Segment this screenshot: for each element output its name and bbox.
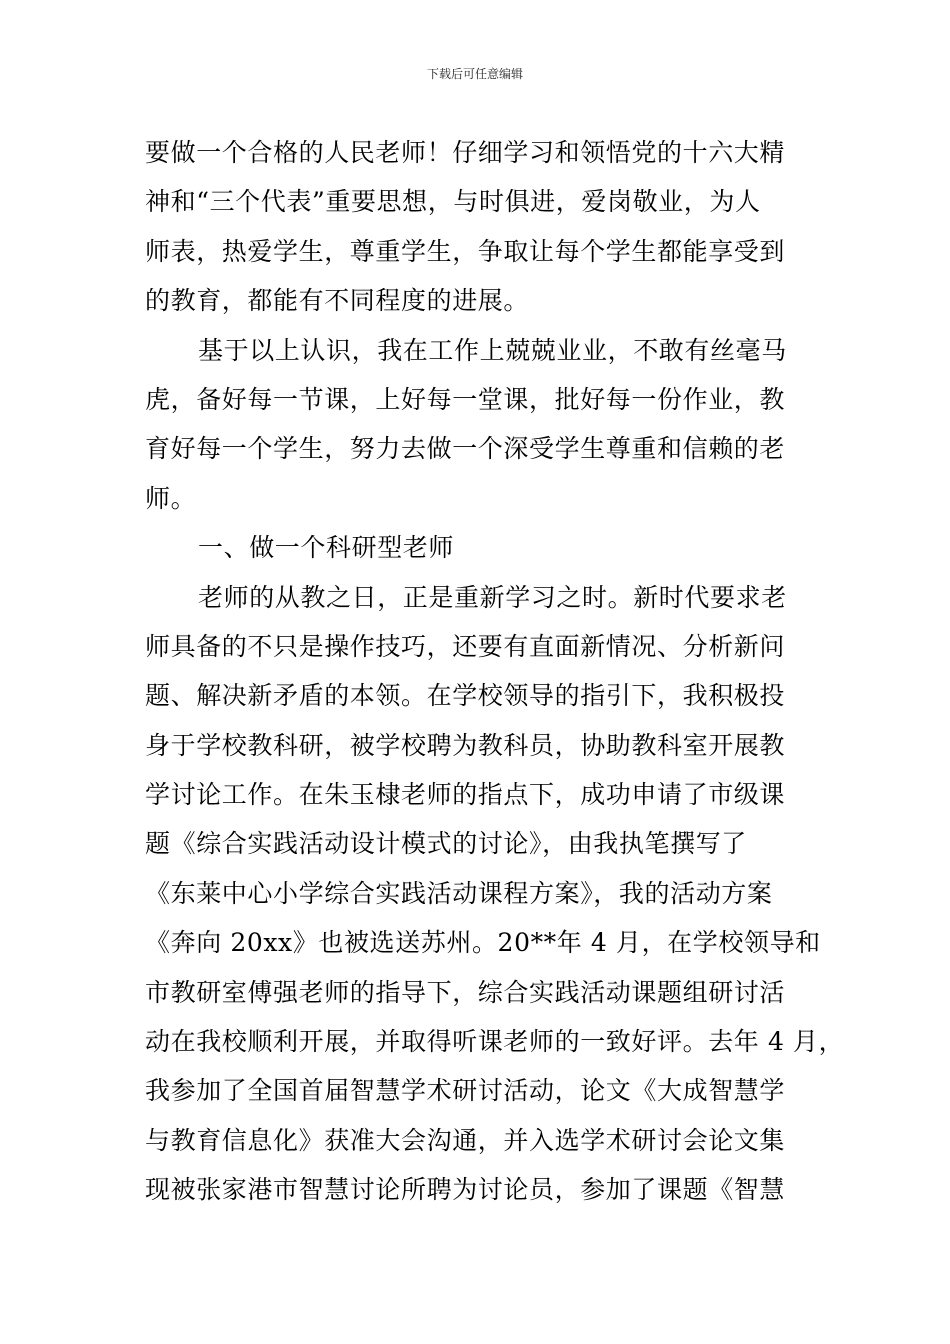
text-line: 老师的从教之日，正是重新学习之时。新时代要求老 (198, 582, 787, 612)
text-line: 动在我校顺利开展，并取得听课老师的一致好评。去年 4 月， (145, 1027, 845, 1057)
text-line: 身于学校教科研，被学校聘为教科员，协助教科室开展教 (145, 730, 786, 760)
text-line: 的教育，都能有不同程度的进展。 (145, 286, 530, 316)
text-line: 与教育信息化》获准大会沟通，并入选学术研讨会论文集 (145, 1125, 786, 1155)
document-body (145, 128, 845, 1215)
text-line: 题《综合实践活动设计模式的讨论》，由我执笔撰写了 (145, 829, 747, 859)
text-line: 育好每一个学生，努力去做一个深受学生尊重和信赖的老 (145, 434, 786, 464)
text-line: 现被张家港市智慧讨论所聘为讨论员，参加了课题《智慧 (145, 1175, 786, 1205)
text-line: 虎，备好每一节课，上好每一堂课，批好每一份作业，教 (145, 384, 786, 414)
text-line: 神和“三个代表”重要思想，与时俱进，爱岗敬业，为人 (145, 187, 761, 217)
text-line: 师具备的不只是操作技巧，还要有直面新情况、分析新问 (145, 631, 786, 661)
text-line: 学讨论工作。在朱玉棣老师的指点下，成功申请了市级课 (145, 780, 786, 810)
text-line: 师。 (145, 483, 197, 513)
text-line: 师表，热爱学生，尊重学生，争取让每个学生都能享受到 (145, 236, 786, 266)
text-line: 我参加了全国首届智慧学术研讨活动，论文《大成智慧学 (145, 1076, 786, 1106)
text-line: 《奔向 20xx》也被选送苏州。20**年 4 月，在学校领导和 (145, 928, 821, 958)
text-line: 一、做一个科研型老师 (198, 533, 455, 563)
text-line: 《东莱中心小学综合实践活动课程方案》，我的活动方案 (145, 878, 773, 908)
text-line: 题、解决新矛盾的本领。在学校领导的指引下，我积极投 (145, 681, 786, 711)
text-line: 基于以上认识，我在工作上兢兢业业，不敢有丝毫马 (198, 335, 787, 365)
text-line: 要做一个合格的人民老师！仔细学习和领悟党的十六大精 (145, 138, 786, 167)
page-header-note: 下载后可任意编辑 (426, 67, 523, 81)
text-line: 市教研室傅强老师的指导下，综合实践活动课题组研讨活 (145, 977, 786, 1007)
